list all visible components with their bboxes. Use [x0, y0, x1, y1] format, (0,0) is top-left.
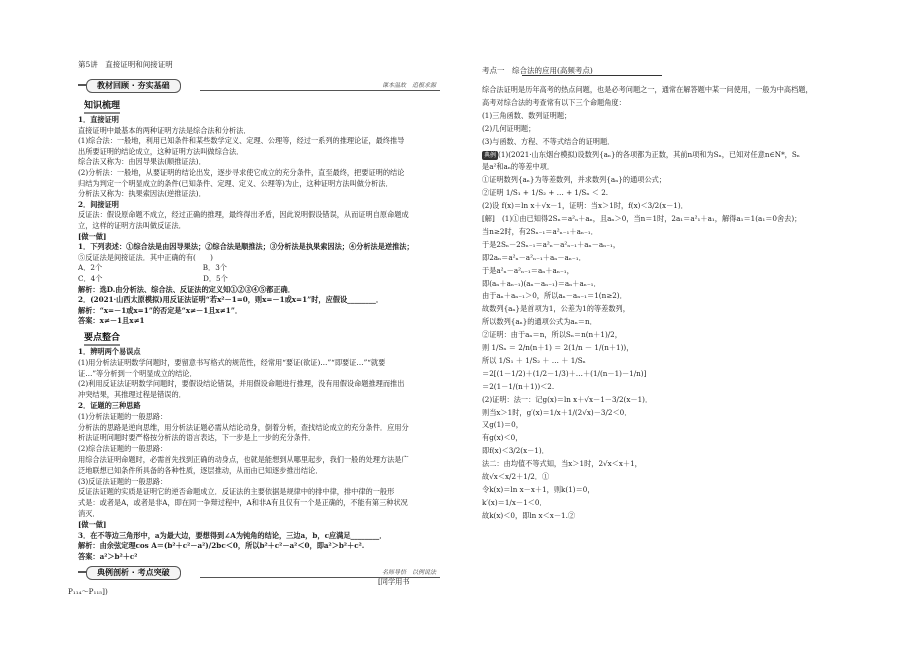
key-point-line: 证…”等分析到一个明显成立的结论．	[78, 368, 197, 378]
key-point-line: 3．在不等边三角形中，a为最大边，要想得到∠A为钝角的结论，三边a，b，c应满足________．	[78, 530, 387, 540]
example-line: 高考对综合法的考查常有以下三个命题角度：	[482, 97, 626, 107]
banner-label: 教材回顾 · 夯实基础	[86, 79, 181, 93]
example-line: k′(x)＝1/x－1＜0．	[482, 497, 547, 507]
example-line: 即2aₙ＝a²ₙ－a²ₙ₋₁＋aₙ－aₙ₋₁．	[482, 252, 586, 262]
heading-key-points: 要点整合	[84, 333, 120, 344]
key-point-line: (3)反证法证题的一般思路：	[78, 476, 168, 486]
example-line: 故√x＜x/2＋1/2．①	[482, 472, 550, 481]
key-point-line: 用综合法证明命题时，必需首先找到正确的动身点，也就是能想到从哪里起步，我们一般的处理方法是广	[78, 455, 409, 464]
knowledge-line: 出所要证明的结论成立，这种证明方法叫做综合法．	[78, 146, 244, 156]
example-line: 综合法证明是历年高考的热点问题，也是必考问题之一，通常在解答题中某一问使用，一般为中高档题，	[482, 85, 813, 94]
knowledge-line: (1)综合法：一般地，利用已知条件和某些数学定义、定理、公理等，经过一系列的推理论证，最终推导	[78, 136, 405, 146]
example-line: 于是a²ₙ－a²ₙ₋₁＝aₙ＋aₙ₋₁，	[482, 265, 574, 275]
example-line: ②证明 1/S₁ + 1/S₂ + … + 1/Sₙ ＜ 2.	[482, 188, 609, 198]
knowledge-line: ⑤反证法是间接证法．其中正确的有( )	[78, 252, 213, 262]
student-book-ref: [同学用书	[378, 577, 410, 586]
example-line: 有g(x)＜0，	[482, 433, 523, 443]
banner-label: 典例剖析 · 考点突破	[86, 566, 181, 580]
example-line: [解] (1)①由已知得2Sₙ＝a²ₙ＋aₙ，且aₙ＞0，当n＝1时，2a₁＝a²₁＋a₁，解得a₁＝1(a₁＝0舍去)；	[482, 214, 802, 223]
example-line: 于是2Sₙ－2Sₙ₋₁＝a²ₙ－a²ₙ₋₁＋aₙ－aₙ₋₁，	[482, 239, 621, 249]
knowledge-line: 归结为判定一个明显成立的条件(已知条件、定理、定义、公理等)为止，这种证明方法叫做分析法．	[78, 178, 393, 188]
key-point-line: [做一做]	[78, 519, 107, 529]
page-range: P₁₁₄～P₁₁₅])	[68, 587, 108, 596]
example-line: ②证明：由于aₙ＝n，所以Sₙ＝n(n＋1)/2，	[482, 330, 622, 340]
banner-motto: 课本温故 追根求源	[381, 82, 436, 89]
knowledge-line: (2)分析法：一般地，从要证明的结论出发，逐步寻求使它成立的充分条件，直至最终，把要证明的结论	[78, 168, 405, 177]
example-line: (2)几何证明题；	[482, 123, 536, 133]
example-line: ①证明数列{aₙ}为等差数列，并求数列{aₙ}的通项公式；	[482, 175, 667, 185]
knowledge-line: 综合法又称为：由因导果法(顺推证法)．	[78, 157, 206, 167]
example-line: 当n≥2时，有2Sₙ₋₁＝a²ₙ₋₁＋aₙ₋₁．	[482, 226, 598, 236]
example-line: (2)设 f(x)＝ln x＋√x－1，证明：当x＞1时，f(x)＜3/2(x－1)．	[482, 201, 688, 211]
example-line: 令k(x)＝ln x－x＋1，则k(1)＝0，	[482, 484, 595, 494]
section-banner-review	[78, 79, 440, 91]
example-line: 法二：由均值不等式知，当x＞1时，2√x＜x＋1，	[482, 459, 642, 469]
banner-motto: 名师导悟 以例说法	[381, 569, 436, 576]
key-point-line: 解析：由余弦定理cos A＝(b²＋c²－a²)/2bc＜0，所以b²＋c²－a²＜0，即a²＞b²＋c².	[78, 541, 365, 551]
key-point-line: (1)分析法证题的一般思路：	[78, 411, 168, 421]
key-point-line: 2．证题的三种思路	[78, 401, 141, 410]
heading-knowledge: 知识梳理	[84, 101, 120, 112]
example-line: 即(aₙ＋aₙ₋₁)(aₙ－aₙ₋₁)＝aₙ＋aₙ₋₁．	[482, 278, 601, 288]
knowledge-line: A．2个 B．3个	[78, 263, 227, 273]
knowledge-line: 答案：x≠－1且x≠1	[78, 316, 145, 326]
key-point-line: 分析法的思路是逆向思维，用分析法证题必需从结论动身，倒着分析，查找结论成立的充分条件．应用分	[78, 422, 409, 432]
example-line: 典例 (1)(2021·山东烟台模拟)设数列{aₙ}的各项都为正数，其前n项和为Sₙ，已知对任意n∈N*，Sₙ	[484, 149, 800, 159]
key-point-line: 消灭．	[78, 509, 100, 518]
knowledge-line: [做一做]	[78, 231, 107, 241]
example-line: ＝2[(1－1/2)＋(1/2－1/3)＋…＋(1/(n－1)－1/n)]	[482, 368, 647, 378]
key-point-line: 反证法证题的实质是证明它的逆否命题成立．反证法的主要依据是规律中的排中律，排中律的一般形	[78, 487, 395, 497]
key-point-line: (1)用分析法证明数学问题时，要留意书写格式的规范性，经常用“要证(欲证)…”“即要证…”“就要	[78, 357, 386, 367]
knowledge-line: 1．直接证明	[78, 115, 119, 124]
key-point-line: 冲突结果，其推理过程是错误的．	[78, 390, 186, 400]
key-point-line: 泛地联想已知条件所具备的各种性质，逐层推动，从而由已知逐步推出结论．	[78, 465, 323, 475]
example-line: 即f(x)＜3/2(x－1)．	[482, 446, 549, 456]
knowledge-line: 1．下列表述：①综合法是由因导果法；②综合法是顺推法；③分析法是执果索因法；④分析法是逆推法；	[78, 242, 414, 252]
example-line: 又g(1)＝0，	[482, 420, 523, 430]
example-line: 则 1/Sₙ ＝ 2/n(n＋1) ＝ 2(1/n － 1/(n＋1))，	[482, 343, 634, 352]
example-line: 故数列{aₙ}是首项为1，公差为1的等差数列，	[482, 304, 630, 314]
example-line: 由于aₙ＋aₙ₋₁＞0，所以aₙ－aₙ₋₁＝1(n≥2)．	[482, 291, 627, 301]
example-line: 是a²和aₙ的等差中项．	[482, 162, 555, 172]
example-line: 所以数列{aₙ}的通项公式为aₙ＝n．	[482, 317, 597, 327]
key-point-line: (2)利用反证法证明数学问题时，要假设结论错误，并用假设命题进行推理，没有用假设命题推理而推出	[78, 379, 405, 389]
example-line: (3)与函数、方程、不等式结合的证明题．	[482, 136, 615, 146]
topic-header: 考点一 综合法的应用(高频考点)	[482, 66, 593, 75]
lecture-title: 第5讲 直接证明和间接证明	[78, 60, 173, 69]
knowledge-line: 反证法：假设原命题不成立，经过正确的推理，最终得出矛盾，因此说明假设错误，从而证明自原命题成	[78, 210, 409, 220]
example-line: ＝2(1－1/(n＋1))＜2.	[482, 381, 555, 391]
knowledge-line: 2．间接证明	[78, 199, 119, 209]
knowledge-line: 立，这样的证明方法叫做反证法．	[78, 221, 186, 230]
key-point-line: 析法证明问题时要严格按分析法的语言表达，下一步是上一步的充分条件．	[78, 433, 316, 443]
example-line: 所以 1/S₁ ＋ 1/S₂ ＋ … ＋ 1/Sₙ	[482, 355, 586, 365]
knowledge-line: C．4个 D．5个	[78, 274, 228, 283]
example-line: 则当x＞1时，g′(x)＝1/x＋1/(2√x)－3/2＜0．	[482, 407, 632, 417]
key-point-line: 1．辨明两个易误点	[78, 347, 141, 356]
knowledge-line: 解析：“x=－1或x=1”的否定是“x≠－1且x≠1”．	[78, 305, 243, 315]
knowledge-line: 解析：选D.由分析法、综合法、反证法的定义知①②③④⑤都正确．	[78, 284, 295, 294]
example-line: (2)证明：法一：记g(x)＝ln x＋√x－1－3/2(x－1)．	[482, 394, 653, 404]
key-point-line: (2)综合法证题的一般思路：	[78, 444, 168, 454]
key-point-line: 式是：或者是A，或者是非A，即在同一争辩过程中，A和非A有且仅有一个是正确的，不能有第三种状况	[78, 498, 408, 508]
example-tag: 典例	[484, 151, 497, 159]
knowledge-line: 2．(2021·山西太原模拟)用反证法证明“若x²－1=0，则x=－1或x=1”时，应假设________．	[78, 295, 384, 305]
example-line: 故k(x)＜0，即ln x＜x－1.②	[482, 510, 576, 520]
knowledge-line: 直接证明中最基本的两种证明方法是综合法和分析法．	[78, 125, 251, 135]
knowledge-line: 分析法又称为：执果索因法(逆推证法)．	[78, 189, 206, 199]
example-line: (1)三角函数、数列证明题；	[482, 110, 572, 120]
key-point-line: 答案：a²＞b²＋c²	[78, 552, 138, 562]
